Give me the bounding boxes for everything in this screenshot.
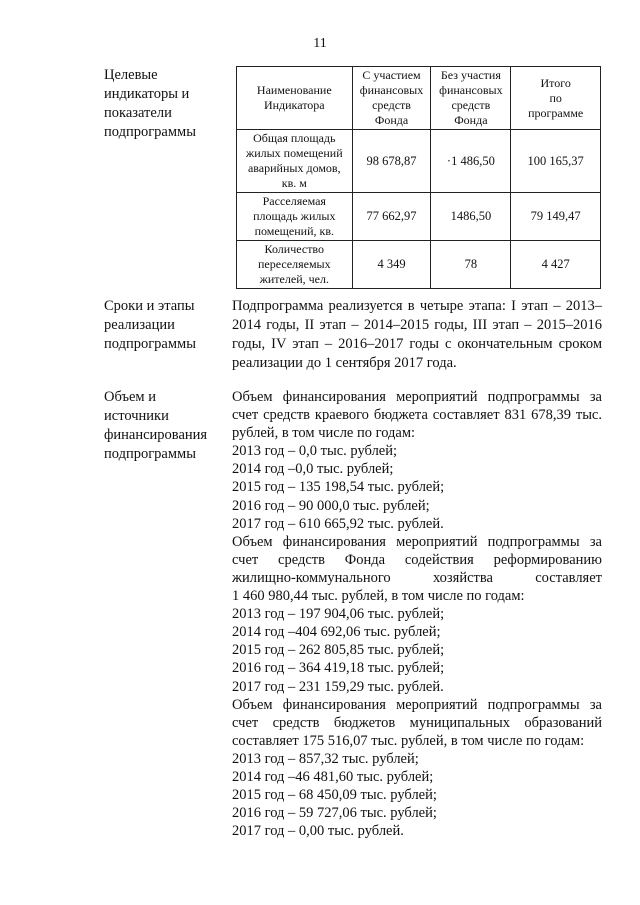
label-terms-stages [104, 297, 196, 354]
without-fund-cell: 78 [431, 241, 511, 289]
label-line: финансирования [104, 427, 208, 443]
label-line: Сроки и этапы [104, 298, 195, 314]
header-total: Итого по программе [511, 67, 601, 130]
label-target-indicators [104, 66, 196, 142]
label-line: подпрограммы [104, 446, 196, 462]
table-row [237, 130, 601, 193]
fund-year-line: 2013 год – 197 904,06 тыс. рублей; [232, 606, 445, 623]
funding-section [232, 388, 602, 840]
label-line: Объем и [104, 389, 156, 405]
page-number: 11 [313, 36, 327, 51]
without-fund-cell: ·1 486,50 [431, 130, 511, 193]
label-line: Целевые [104, 67, 158, 83]
fund-paragraph-line: жилищно-коммунального хозяйства составляет [232, 569, 602, 586]
total-cell: 4 427 [511, 241, 601, 289]
regional-year-line: 2015 год – 135 198,54 тыс. рублей; [232, 479, 445, 496]
table-row [237, 193, 601, 241]
label-funding-sources [104, 388, 207, 464]
without-fund-cell: 1486,50 [431, 193, 511, 241]
indicator-name-cell: Общая площадь жилых помещений аварийных домов, кв. м [237, 130, 353, 193]
with-fund-cell: 4 349 [352, 241, 431, 289]
municipal-year-line: 2014 год –46 481,60 тыс. рублей; [232, 768, 434, 785]
regional-year-line: 2013 год – 0,0 тыс. рублей; [232, 443, 398, 460]
label-line: реализации [104, 317, 175, 333]
label-line: источники [104, 408, 169, 424]
fund-paragraph-line: 1 460 980,44 тыс. рублей, в том числе по годам: [232, 588, 525, 605]
regional-budget-paragraph: Объем финансирования мероприятий подпрограммы за счет средств краевого бюджета составляет 831 678,39 тыс. рублей, в том числе по годам: [232, 389, 602, 442]
header-without-fund: Без участия финансовых средств Фонда [431, 67, 511, 130]
terms-paragraph: Подпрограмма реализуется в четыре этапа: I этап – 2013–2014 годы, II этап – 2014–2015 годы, III этап – 2015–2016 годы, IV этап – 2016–2017 годы с окончательным сроком реализации до 1 сентября 2017 года. [232, 298, 602, 371]
with-fund-cell: 77 662,97 [352, 193, 431, 241]
fund-year-line: 2014 год –404 692,06 тыс. рублей; [232, 624, 441, 641]
indicator-name-cell: Количество переселяемых жителей, чел. [237, 241, 353, 289]
indicator-name-cell: Расселяемая площадь жилых помещений, кв. [237, 193, 353, 241]
label-line: показатели [104, 105, 172, 121]
municipal-year-line: 2017 год – 0,00 тыс. рублей. [232, 823, 404, 840]
fund-year-line: 2016 год – 364 419,18 тыс. рублей; [232, 660, 445, 677]
total-cell: 100 165,37 [511, 130, 601, 193]
table-header-row [237, 67, 601, 130]
indicators-table [236, 66, 601, 289]
header-indicator-name: Наименование Индикатора [237, 67, 353, 130]
header-with-fund: С участием финансовых средств Фонда [352, 67, 431, 130]
table-row [237, 241, 601, 289]
municipal-year-line: 2016 год – 59 727,06 тыс. рублей; [232, 805, 437, 822]
fund-paragraph-line: Объем финансирования мероприятий подпрограммы за [232, 533, 602, 550]
label-line: подпрограммы [104, 336, 196, 352]
total-cell: 79 149,47 [511, 193, 601, 241]
with-fund-cell: 98 678,87 [352, 130, 431, 193]
fund-paragraph-line: счет средств Фонда содействия реформированию [232, 551, 602, 568]
fund-year-line: 2015 год – 262 805,85 тыс. рублей; [232, 642, 445, 659]
municipal-year-line: 2015 год – 68 450,09 тыс. рублей; [232, 787, 437, 804]
municipal-year-line: 2013 год – 857,32 тыс. рублей; [232, 750, 419, 767]
regional-year-line: 2016 год – 90 000,0 тыс. рублей; [232, 497, 430, 514]
label-line: подпрограммы [104, 124, 196, 140]
label-line: индикаторы и [104, 86, 190, 102]
fund-year-line: 2017 год – 231 159,29 тыс. рублей. [232, 678, 444, 695]
regional-year-line: 2017 год – 610 665,92 тыс. рублей. [232, 515, 444, 532]
municipal-budget-paragraph: Объем финансирования мероприятий подпрограммы за счет средств бюджетов муниципальных образований составляет 175 516,07 тыс. рублей, в том числе по годам: [232, 696, 602, 749]
regional-year-line: 2014 год –0,0 тыс. рублей; [232, 461, 394, 478]
